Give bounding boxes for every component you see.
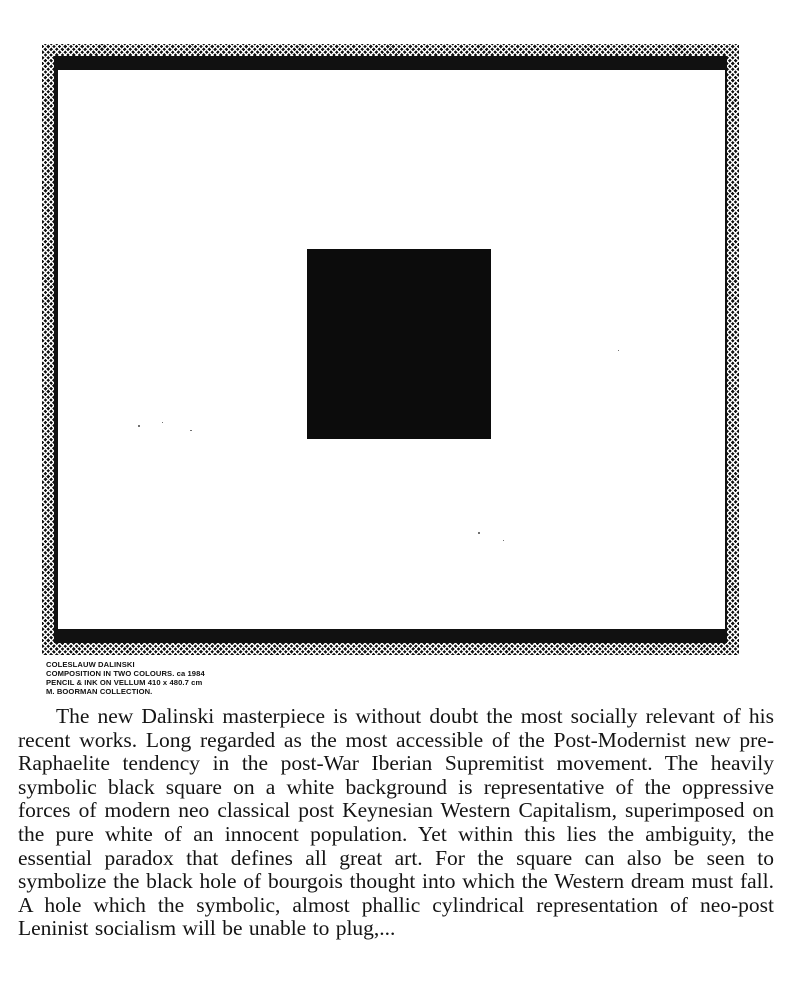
- caption-medium: PENCIL & INK ON VELLUM 410 x 480.7 cm: [46, 678, 203, 687]
- artwork-caption: [46, 660, 205, 696]
- caption-artist: COLESLAUW DALINSKI: [46, 660, 135, 669]
- canvas-speck: [190, 430, 192, 431]
- canvas-speck: [162, 422, 163, 423]
- canvas-speck: [478, 532, 480, 534]
- black-square: [307, 249, 491, 439]
- canvas-speck: [138, 425, 140, 427]
- caption-title: COMPOSITION IN TWO COLOURS. ca 1984: [46, 669, 205, 678]
- caption-collection: M. BOORMAN COLLECTION.: [46, 687, 153, 696]
- canvas-speck: [503, 540, 504, 541]
- canvas-speck: [618, 350, 619, 351]
- article-body: [18, 705, 774, 941]
- article-paragraph: The new Dalinski masterpiece is without doubt the most socially relevant of his recent works. Long regarded as the most accessible of the Post-Modernist new pre-Raphaelite tendency in the post-War Iberian Supremitist movement. The heavily symbolic black square on a white background is representative of the oppressive forces of modern neo classical post Keynesian Western Capitalism, superimposed on the pure white of an innocent population. Yet within this lies the ambiguity, the essential paradox that defines all great art. For the square can also be seen to symbolize the black hole of bourgois thought into which the Western dream must fall. A hole which the symbolic, almost phallic cylindrical representation of neo-post Leninist socialism will be unable to plug,...: [18, 704, 774, 941]
